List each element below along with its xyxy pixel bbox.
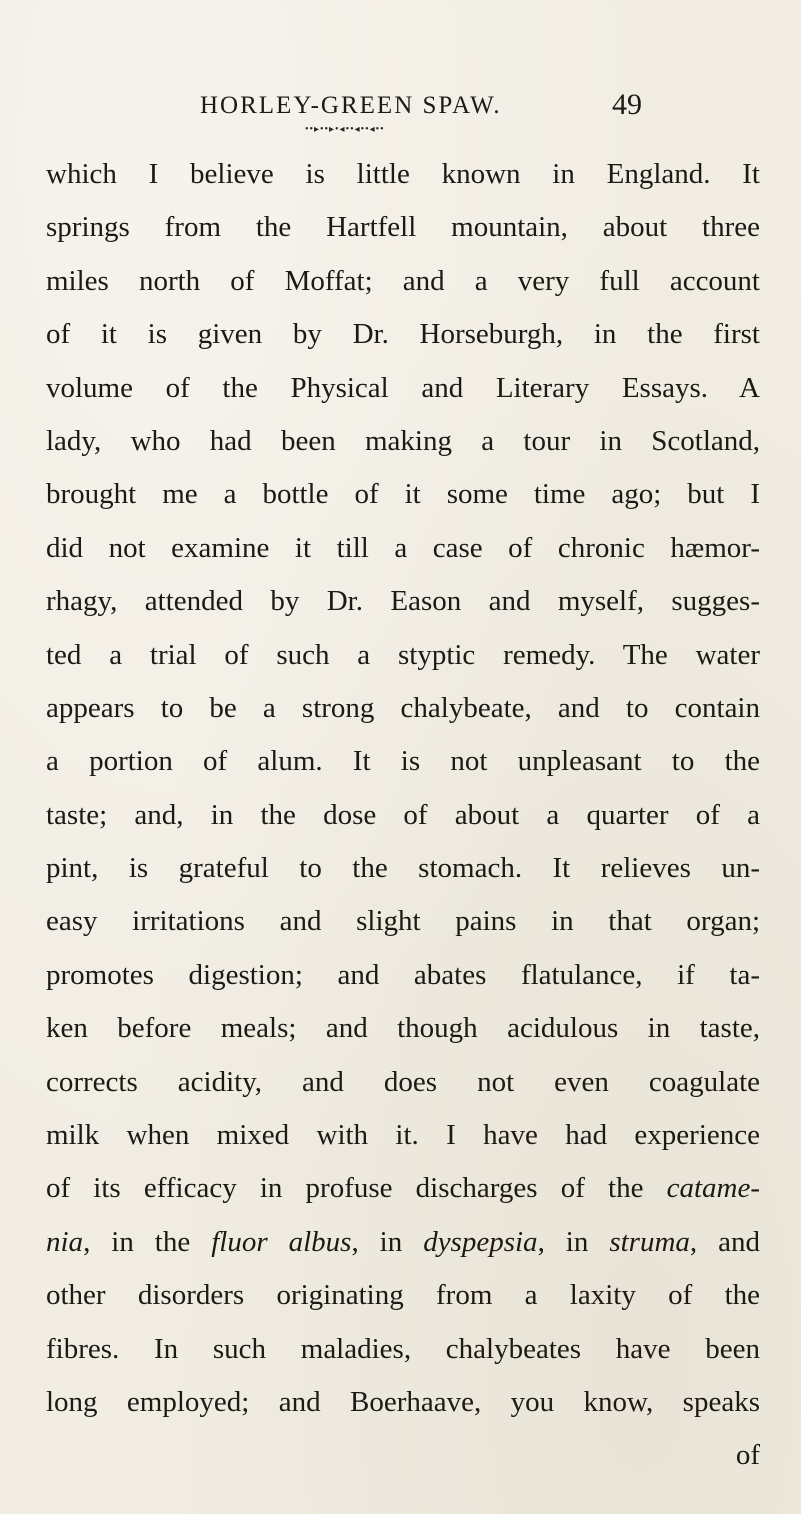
text-line: long employed; and Boerhaave, you know, speaks bbox=[46, 1385, 760, 1418]
italic-term: fluor albus bbox=[211, 1225, 352, 1258]
text-line: rhagy, attended by Dr. Eason and myself, sugges- bbox=[46, 585, 760, 618]
running-head: HORLEY-GREEN SPAW. bbox=[200, 92, 502, 119]
text-line: taste; and, in the dose of about a quarter of a bbox=[46, 798, 760, 831]
text-line: ken before meals; and though acidulous in taste, bbox=[46, 1012, 760, 1045]
text-line: did not examine it till a case of chronic hæmor- bbox=[46, 531, 760, 564]
text-line: other disorders originating from a laxity of the bbox=[46, 1279, 760, 1312]
text-line: pint, is grateful to the stomach. It relieves un- bbox=[46, 852, 760, 885]
text-line: milk when mixed with it. I have had experience bbox=[46, 1119, 760, 1152]
body-text bbox=[46, 148, 760, 1483]
text-line: miles north of Moffat; and a very full account bbox=[46, 264, 760, 297]
text-line: fibres. In such maladies, chalybeates have been bbox=[46, 1332, 760, 1365]
text-line: easy irritations and slight pains in that organ; bbox=[46, 905, 760, 938]
italic-term: struma bbox=[609, 1225, 690, 1258]
text-line: ted a trial of such a styptic remedy. The water bbox=[46, 638, 760, 671]
text-line: volume of the Physical and Literary Essays. A bbox=[46, 371, 760, 404]
italic-term: dyspepsia bbox=[423, 1225, 538, 1258]
catchword: of bbox=[735, 1439, 760, 1472]
text-line: nia, in the fluor albus, in dyspepsia, in struma, and bbox=[46, 1225, 760, 1258]
text-line: a portion of alum. It is not unpleasant to the bbox=[46, 745, 760, 778]
page-number: 49 bbox=[612, 88, 642, 121]
italic-term: nia bbox=[46, 1225, 84, 1258]
text-line: appears to be a strong chalybeate, and to contain bbox=[46, 691, 760, 724]
text-line: lady, who had been making a tour in Scotland, bbox=[46, 424, 760, 457]
text-line: brought me a bottle of it some time ago; but I bbox=[46, 478, 760, 511]
text-line: springs from the Hartfell mountain, about three bbox=[46, 211, 760, 244]
italic-term: catame- bbox=[666, 1172, 760, 1205]
text-line: which I believe is little known in England. It bbox=[46, 158, 760, 190]
text-line: corrects acidity, and does not even coagulate bbox=[46, 1065, 760, 1098]
text-line: of it is given by Dr. Horseburgh, in the first bbox=[46, 318, 760, 351]
text-line: of its efficacy in profuse discharges of the catame- bbox=[46, 1172, 760, 1205]
header-ornament: ••▸••▸•◂••◂••◂•• bbox=[305, 124, 385, 135]
text-line: promotes digestion; and abates flatulance, if ta- bbox=[46, 958, 760, 991]
